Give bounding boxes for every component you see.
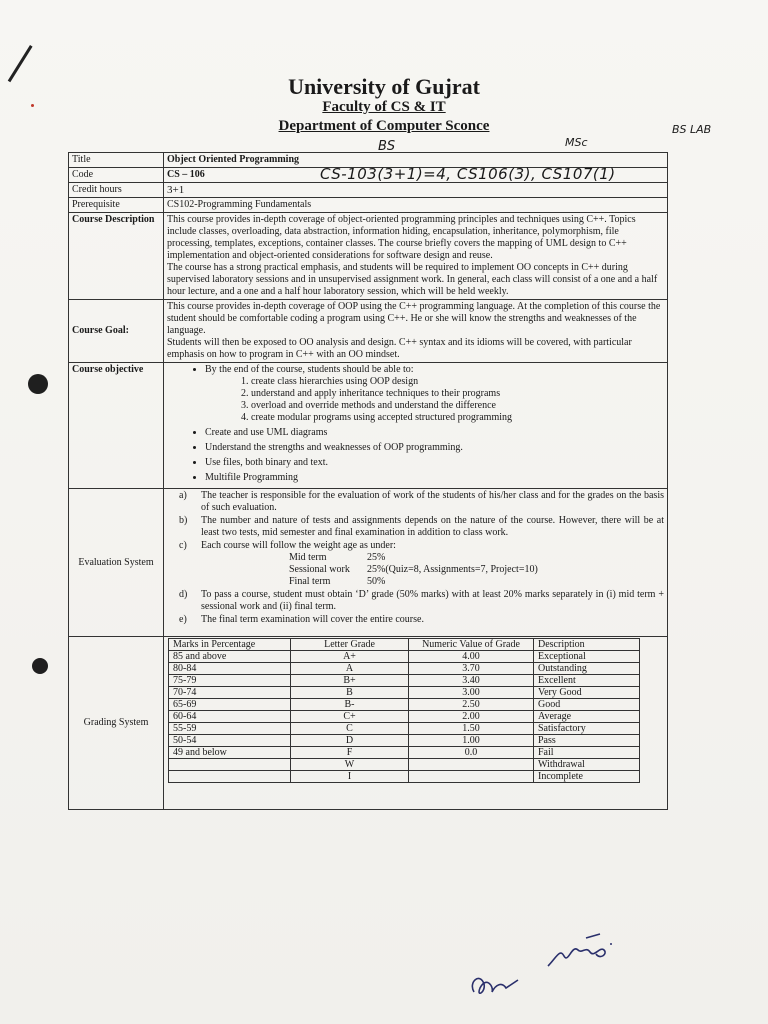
goal-row: [69, 300, 668, 363]
objective-sublist: [205, 376, 664, 424]
objective-bullet: • Understand the strengths and weaknesses of OOP programming.: [205, 442, 664, 454]
description-paragraph-1: This course provides in-depth coverage of object-oriented programming principles and techniques using C++. Topics include classes, overloading, data abstraction, information hiding, encapsulation, inheritance, polymorphism, file processing, templates, exceptions, container classes. The course briefly covers the mapping of UML design to C++ implementation and object-oriented considerations for software design and reuse.: [167, 214, 636, 261]
credit-label: Credit hours: [69, 183, 164, 198]
prerequisite-label: Prerequisite: [69, 198, 164, 213]
grading-label: Grading System: [69, 637, 164, 810]
description-paragraph-2: The course has a strong practical emphasis, and students will be required to implement OO concepts in C++ during supervised laboratory sessions and in unsupervised assignment work. In general, each class will consist of a one and a half hour lecture, and a one and a half hour laboratory session, which will be held weekly.: [167, 262, 658, 297]
evaluation-row: [69, 489, 668, 637]
grading-table-row: [169, 651, 640, 663]
weight-name: Final term: [289, 576, 331, 587]
grading-cell: 60-64: [169, 711, 291, 723]
objective-sub-item: 2. understand and apply inheritance techniques to their programs: [251, 388, 664, 400]
grading-header-row: [169, 639, 640, 651]
grading-table-row: [169, 747, 640, 759]
title-label: Title: [69, 153, 164, 168]
weight-table: [289, 552, 664, 588]
grading-cell: D: [291, 735, 409, 747]
grading-cell: [409, 771, 534, 783]
handwritten-course-codes: CS-103(3+1)=4, CS106(3), CS107(1): [320, 165, 616, 183]
weight-name: Mid term: [289, 552, 327, 563]
grading-cell: [169, 759, 291, 771]
grading-cell: 65-69: [169, 699, 291, 711]
grading-cell: 3.70: [409, 663, 534, 675]
grading-cell: Very Good: [534, 687, 640, 699]
evaluation-item-a: [179, 490, 664, 514]
objective-sub-item: 1. create class hierarchies using OOP design: [251, 376, 664, 388]
grading-cell: B-: [291, 699, 409, 711]
grading-table-row: [169, 723, 640, 735]
objective-intro: By the end of the course, students should be able to:: [205, 364, 414, 375]
item-letter: c): [179, 540, 187, 551]
grading-cell: B+: [291, 675, 409, 687]
handwritten-bs: BS: [378, 139, 396, 154]
description-label: Course Description: [69, 213, 164, 300]
evaluation-item-d: [179, 589, 664, 613]
item-text: The final term examination will cover the entire course.: [201, 614, 424, 625]
evaluation-list: [167, 490, 664, 626]
objective-bullet: • Create and use UML diagrams: [205, 427, 664, 439]
weight-name: Sessional work: [289, 564, 350, 575]
grading-table-row: [169, 675, 640, 687]
grading-cell: 1.00: [409, 735, 534, 747]
grading-table-row: [169, 663, 640, 675]
grading-row: [69, 637, 668, 810]
grading-cell: 70-74: [169, 687, 291, 699]
grading-table-row: [169, 759, 640, 771]
grading-cell: 49 and below: [169, 747, 291, 759]
prerequisite-value: CS102-Programming Fundamentals: [164, 198, 668, 213]
university-title: University of Gujrat: [288, 74, 480, 99]
objective-bullet: • Use files, both binary and text.: [205, 457, 664, 469]
grading-table-row: [169, 699, 640, 711]
grading-value: [164, 637, 668, 810]
item-letter: d): [179, 589, 188, 600]
weight-row: [289, 552, 664, 564]
objective-sub-item: 3. overload and override methods and understand the difference: [251, 400, 664, 412]
grading-cell: F: [291, 747, 409, 759]
objective-list: [167, 364, 664, 484]
grading-cell: Pass: [534, 735, 640, 747]
grading-table-row: [169, 771, 640, 783]
objective-value: [164, 363, 668, 489]
course-outline-table: [68, 152, 668, 810]
objective-bullet: • Multifile Programming: [205, 472, 664, 484]
grading-cell: Good: [534, 699, 640, 711]
item-text: The number and nature of tests and assignments depends on the nature of the course. However, there will be at least two tests, mid semester and final examination in addition to class work.: [201, 515, 664, 538]
grading-cell: 85 and above: [169, 651, 291, 663]
grading-cell: Excellent: [534, 675, 640, 687]
grading-cell: Satisfactory: [534, 723, 640, 735]
department-title: Department of Computer Sconce: [278, 118, 490, 134]
evaluation-item-c: [179, 540, 664, 588]
weight-value: 25%(Quiz=8, Assignments=7, Project=10): [367, 564, 538, 575]
grading-cell: 50-54: [169, 735, 291, 747]
punch-hole-bottom: [32, 658, 48, 674]
signature-right: [542, 928, 622, 978]
grading-cell: [409, 759, 534, 771]
grading-cell: A+: [291, 651, 409, 663]
grading-cell: 3.00: [409, 687, 534, 699]
faculty-title: Faculty of CS & IT: [322, 99, 446, 115]
evaluation-item-b: [179, 515, 664, 539]
grading-cell: 2.00: [409, 711, 534, 723]
weight-value: 25%: [367, 552, 386, 563]
grading-cell: Average: [534, 711, 640, 723]
weight-value: 50%: [367, 576, 386, 587]
grading-cell: Outstanding: [534, 663, 640, 675]
grading-cell: Withdrawal: [534, 759, 640, 771]
description-value: [164, 213, 668, 300]
grading-cell: 75-79: [169, 675, 291, 687]
objective-intro-item: [205, 364, 664, 424]
item-letter: b): [179, 515, 188, 526]
item-text: To pass a course, student must obtain ‘D’ grade (50% marks) with at least 20% marks separately in (i) mid term + sessional work and (ii) final term.: [201, 589, 664, 612]
grading-cell: 80-84: [169, 663, 291, 675]
grading-cell: 55-59: [169, 723, 291, 735]
weight-row: [289, 564, 664, 576]
grading-table-row: [169, 735, 640, 747]
grading-header-cell: Marks in Percentage: [169, 639, 291, 651]
signature-left: [466, 962, 526, 1002]
goal-label: Course Goal:: [69, 300, 164, 363]
grading-cell: 1.50: [409, 723, 534, 735]
grading-header-cell: Letter Grade: [291, 639, 409, 651]
grading-table-row: [169, 687, 640, 699]
objective-row: [69, 363, 668, 489]
item-letter: a): [179, 490, 187, 501]
grading-cell: 3.40: [409, 675, 534, 687]
goal-paragraph-2: Students will then be exposed to OO analysis and design. C++ syntax and its idioms will be covered, with particular emphasis on how to program in C++ with an OO mindset.: [167, 337, 632, 360]
goal-value: [164, 300, 668, 363]
evaluation-item-e: [179, 614, 664, 626]
grading-header-cell: Numeric Value of Grade: [409, 639, 534, 651]
credit-value: 3+1: [164, 183, 668, 198]
grading-cell: Fail: [534, 747, 640, 759]
code-label: Code: [69, 168, 164, 183]
grading-cell: B: [291, 687, 409, 699]
grading-cell: Incomplete: [534, 771, 640, 783]
code-value: CS – 106: [164, 168, 668, 183]
grading-cell: [169, 771, 291, 783]
grading-table-row: [169, 711, 640, 723]
handwritten-bs-lab: BS LAB: [672, 123, 712, 136]
credit-row: [69, 183, 668, 198]
grading-cell: 4.00: [409, 651, 534, 663]
grading-cell: C: [291, 723, 409, 735]
grading-cell: I: [291, 771, 409, 783]
description-row: [69, 213, 668, 300]
grading-table-body: [169, 639, 640, 783]
evaluation-value: [164, 489, 668, 637]
grading-cell: Exceptional: [534, 651, 640, 663]
objective-sub-item: 4. create modular programs using accepted structured programming: [251, 412, 664, 424]
grading-table: [168, 638, 640, 783]
title-value: Object Oriented Programming: [164, 153, 668, 168]
item-text: Each course will follow the weight age as under:: [201, 540, 396, 551]
evaluation-label: Evaluation System: [69, 489, 164, 637]
weight-row: [289, 576, 664, 588]
grading-cell: W: [291, 759, 409, 771]
prerequisite-row: [69, 198, 668, 213]
goal-paragraph-1: This course provides in-depth coverage of OOP using the C++ programming language. At the completion of this course the student should be comfortable coding a program using C++. He or she will know the strengths and weaknesses of the language.: [167, 301, 661, 336]
item-text: The teacher is responsible for the evaluation of work of the students of his/her class and for the grades on the basis of such evaluation.: [201, 490, 664, 513]
punch-hole-top: [28, 374, 48, 394]
grading-header-cell: Description: [534, 639, 640, 651]
grading-cell: A: [291, 663, 409, 675]
objective-label: Course objective: [69, 363, 164, 489]
grading-cell: C+: [291, 711, 409, 723]
item-letter: e): [179, 614, 187, 625]
grading-cell: 2.50: [409, 699, 534, 711]
handwritten-msc: MSc: [565, 136, 588, 149]
grading-cell: 0.0: [409, 747, 534, 759]
